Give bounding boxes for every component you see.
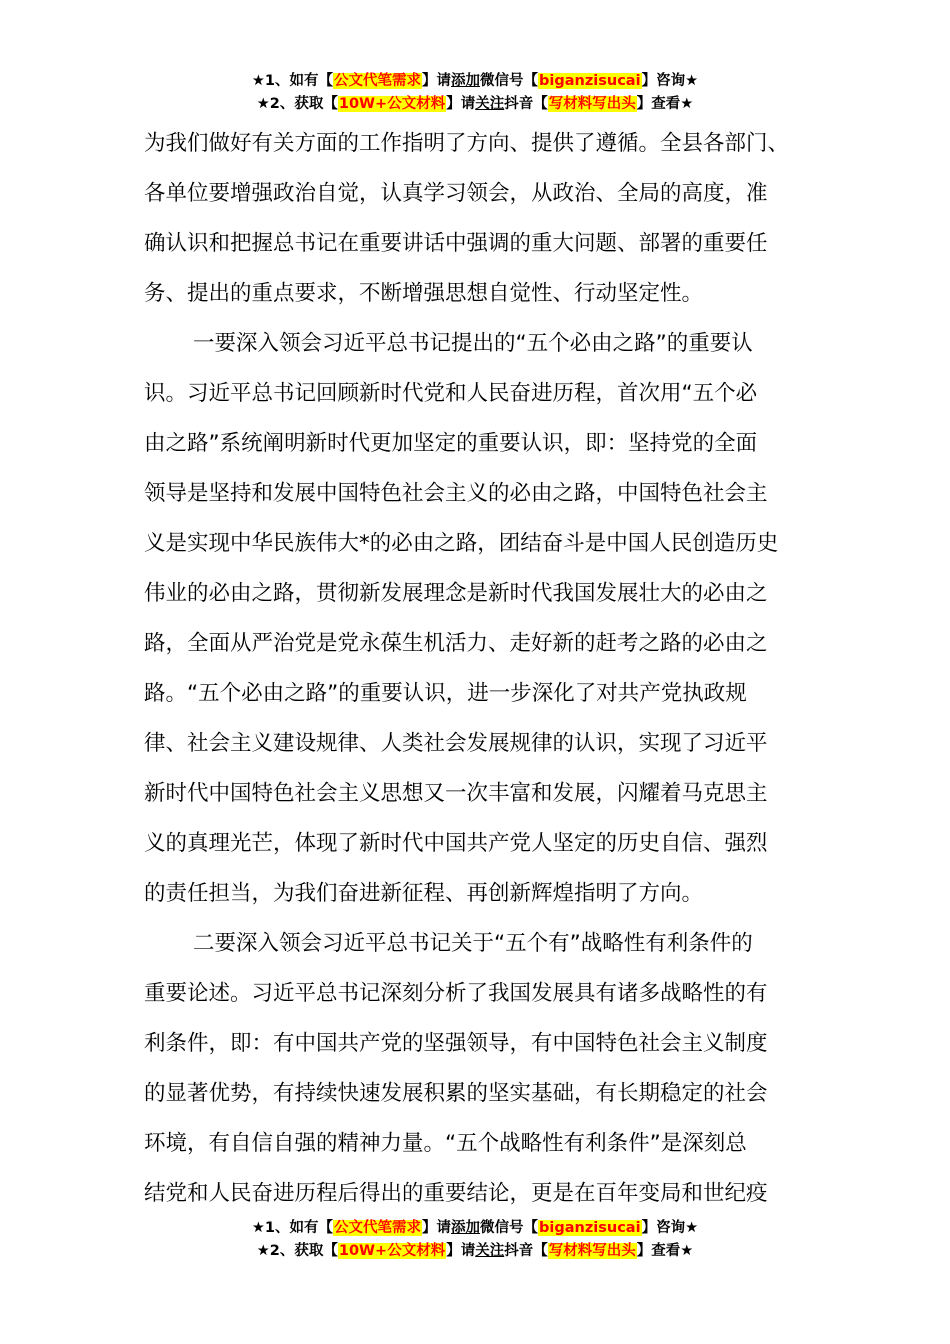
banner-underlined-text: 添加 bbox=[451, 73, 481, 89]
top-banner bbox=[0, 70, 950, 116]
bottom-banner bbox=[0, 1217, 950, 1263]
wechat-id-highlight: biganzisucai bbox=[539, 1220, 641, 1236]
banner-text: 微信号【 bbox=[480, 73, 539, 89]
banner-text: 抖音【 bbox=[504, 96, 548, 112]
star-icon: ★ bbox=[256, 1243, 270, 1259]
banner-highlight: 公文代笔需求 bbox=[334, 73, 422, 89]
banner-text: 】咨询★ bbox=[641, 73, 699, 89]
banner-text: 】查看★ bbox=[636, 1243, 694, 1259]
text-line: 律、社会主义建设规律、人类社会发展规律的认识，实现了习近平 bbox=[144, 731, 768, 756]
document-body bbox=[144, 119, 807, 1219]
text-line: 义是实现中华民族伟大*的必由之路，团结奋斗是中国人民创造历史 bbox=[144, 531, 779, 556]
text-line: 识。习近平总书记回顾新时代党和人民奋进历程，首次用“五个必 bbox=[144, 381, 758, 406]
star-icon: ★ bbox=[251, 73, 265, 89]
paragraph-3 bbox=[144, 919, 807, 1219]
star-icon: ★ bbox=[256, 96, 270, 112]
douyin-account-highlight: 写材料写出头 bbox=[548, 96, 636, 112]
text-line: 利条件，即：有中国共产党的坚强领导，有中国特色社会主义制度 bbox=[144, 1031, 768, 1056]
banner-line-1 bbox=[0, 1217, 950, 1240]
text-line: 环境，有自信自强的精神力量。“五个战略性有利条件”是深刻总 bbox=[144, 1131, 747, 1156]
banner-text: 】请 bbox=[446, 96, 476, 112]
text-line: 领导是坚持和发展中国特色社会主义的必由之路，中国特色社会主 bbox=[144, 481, 768, 506]
text-line: 一要深入领会习近平总书记提出的“五个必由之路”的重要认 bbox=[193, 331, 753, 356]
banner-text: 微信号【 bbox=[480, 1220, 539, 1236]
banner-text: 】咨询★ bbox=[641, 1220, 699, 1236]
paragraph-1 bbox=[144, 119, 807, 319]
banner-line-2 bbox=[0, 1240, 950, 1263]
text-line: 的责任担当，为我们奋进新征程、再创新辉煌指明了方向。 bbox=[144, 881, 704, 906]
banner-text: 2、获取【 bbox=[269, 1243, 338, 1259]
text-line: 新时代中国特色社会主义思想又一次丰富和发展，闪耀着马克思主 bbox=[144, 781, 768, 806]
banner-text: 抖音【 bbox=[504, 1243, 548, 1259]
banner-text: 】请 bbox=[422, 73, 452, 89]
banner-underlined-text: 关注 bbox=[475, 1243, 505, 1259]
banner-text: 】请 bbox=[422, 1220, 452, 1236]
text-line: 义的真理光芒，体现了新时代中国共产党人坚定的历史自信、强烈 bbox=[144, 831, 768, 856]
text-line: 务、提出的重点要求，不断增强思想自觉性、行动坚定性。 bbox=[144, 281, 704, 306]
text-line: 各单位要增强政治自觉，认真学习领会，从政治、全局的高度，准 bbox=[144, 181, 768, 206]
text-line: 由之路”系统阐明新时代更加坚定的重要认识，即：坚持党的全面 bbox=[144, 431, 758, 456]
banner-line-1 bbox=[0, 70, 950, 93]
text-line: 确认识和把握总书记在重要讲话中强调的重大问题、部署的重要任 bbox=[144, 231, 768, 256]
banner-underlined-text: 关注 bbox=[475, 96, 505, 112]
text-line: 路，全面从严治党是党永葆生机活力、走好新的赶考之路的必由之 bbox=[144, 631, 768, 656]
paragraph-2 bbox=[144, 319, 807, 919]
star-icon: ★ bbox=[251, 1220, 265, 1236]
banner-text: 1、如有【 bbox=[264, 73, 334, 89]
text-line: 路。“五个必由之路”的重要认识，进一步深化了对共产党执政规 bbox=[144, 681, 747, 706]
banner-underlined-text: 添加 bbox=[451, 1220, 481, 1236]
banner-highlight: 公文代笔需求 bbox=[334, 1220, 422, 1236]
banner-highlight: 10W+公文材料 bbox=[338, 1243, 446, 1259]
text-line: 为我们做好有关方面的工作指明了方向、提供了遵循。全县各部门、 bbox=[144, 131, 790, 156]
douyin-account-highlight: 写材料写出头 bbox=[548, 1243, 636, 1259]
banner-text: 】请 bbox=[446, 1243, 476, 1259]
wechat-id-highlight: biganzisucai bbox=[539, 73, 641, 89]
text-line: 的显著优势，有持续快速发展积累的坚实基础，有长期稳定的社会 bbox=[144, 1081, 768, 1106]
banner-text: 】查看★ bbox=[636, 96, 694, 112]
text-line: 伟业的必由之路，贯彻新发展理念是新时代我国发展壮大的必由之 bbox=[144, 581, 768, 606]
text-line: 重要论述。习近平总书记深刻分析了我国发展具有诸多战略性的有 bbox=[144, 981, 768, 1006]
banner-line-2 bbox=[0, 93, 950, 116]
banner-highlight: 10W+公文材料 bbox=[338, 96, 446, 112]
banner-text: 2、获取【 bbox=[269, 96, 338, 112]
text-line: 结党和人民奋进历程后得出的重要结论，更是在百年变局和世纪疫 bbox=[144, 1181, 768, 1206]
banner-text: 1、如有【 bbox=[264, 1220, 334, 1236]
text-line: 二要深入领会习近平总书记关于“五个有”战略性有利条件的 bbox=[193, 931, 753, 956]
